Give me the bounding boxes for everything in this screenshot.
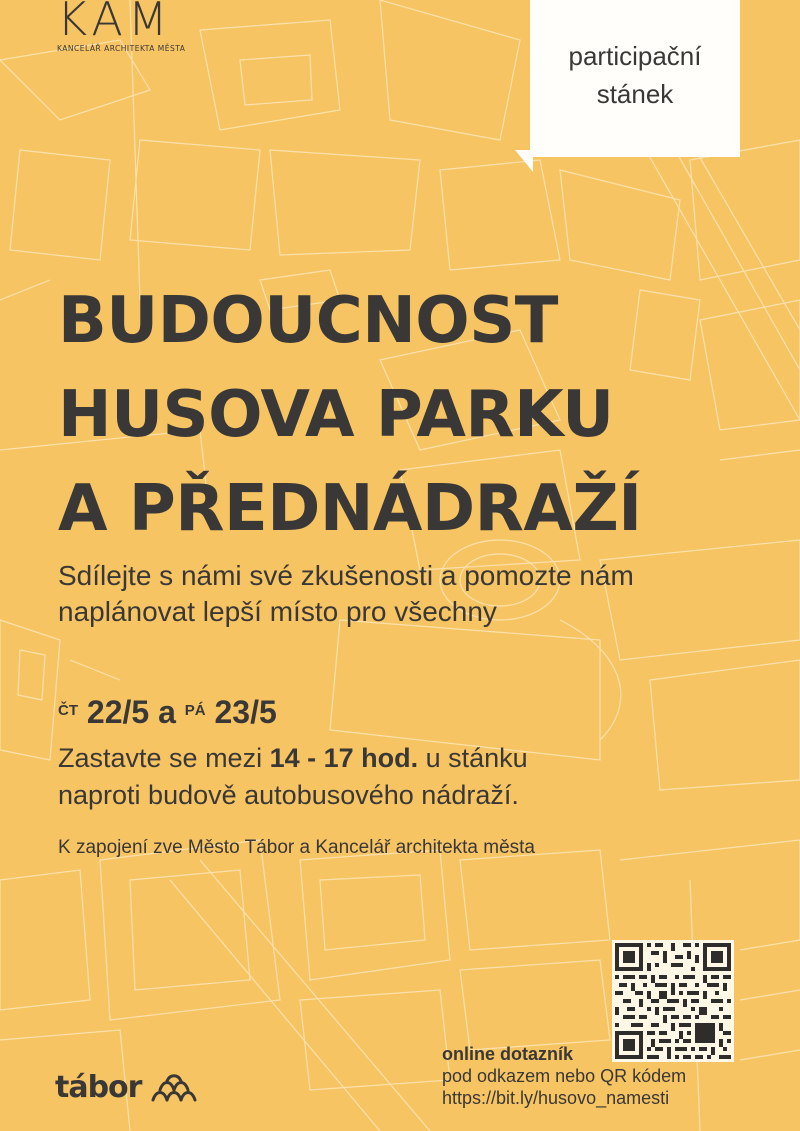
- kam-logo-mark: KAM: [57, 0, 173, 46]
- bubble-line-1: participační: [568, 40, 702, 71]
- speech-bubble: [530, 0, 740, 157]
- subtitle-line-2: naplánovat lepší místo pro všechny: [58, 596, 497, 627]
- page-title: [58, 274, 642, 556]
- visit-info: [58, 740, 528, 814]
- survey-instruction: pod odkazem nebo QR kódem: [442, 1066, 687, 1086]
- visit-line-2: naproti budově autobusového nádraží.: [58, 780, 519, 810]
- day2-date: 23/5: [214, 694, 277, 730]
- subtitle: [58, 558, 634, 630]
- day2-abbr: PÁ: [184, 702, 206, 719]
- event-dates: [58, 690, 277, 734]
- tabor-wordmark: tábor: [55, 1070, 142, 1105]
- day1-date: 22/5: [86, 694, 150, 730]
- tabor-emblem-icon: [151, 1073, 205, 1103]
- day1-abbr: ČT: [58, 702, 78, 719]
- survey-link[interactable]: https://bit.ly/husovo_namesti: [442, 1088, 670, 1108]
- survey-info: [442, 1043, 686, 1109]
- subtitle-line-1: Sdílejte s námi své zkušenosti a pomozte nám: [58, 560, 634, 591]
- visit-hours: 14 - 17 hod.: [269, 743, 419, 773]
- survey-heading: online dotazník: [442, 1044, 574, 1064]
- visit-line-1: [58, 740, 528, 777]
- tabor-logo: [55, 1072, 205, 1104]
- visit-line-1-end: u stánku: [418, 743, 528, 773]
- invitation-text: K zapojení zve Město Tábor a Kancelář architekta města: [58, 837, 536, 858]
- title-line-1: BUDOUCNOST: [58, 284, 558, 358]
- title-line-2: HUSOVA PARKU: [58, 378, 614, 452]
- title-line-3: A PŘEDNÁDRAŽÍ: [58, 472, 642, 546]
- kam-logo-subtitle: KANCELÁŘ ARCHITEKTA MĚSTA: [57, 44, 186, 53]
- visit-line-1-text: Zastavte se mezi: [58, 743, 270, 773]
- kam-logo: [57, 0, 185, 53]
- bubble-line-2: stánek: [596, 78, 674, 109]
- dates-connector: a: [158, 694, 176, 730]
